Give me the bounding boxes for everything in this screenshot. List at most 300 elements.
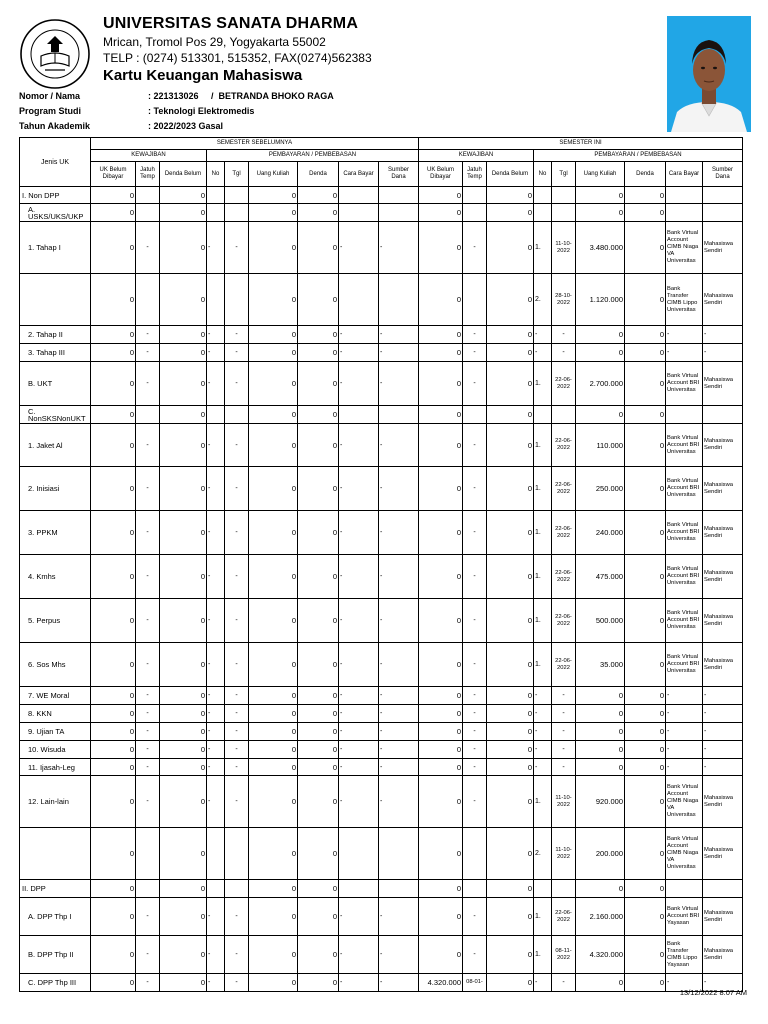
table-cell: 0: [298, 222, 339, 274]
table-cell: 0: [91, 511, 136, 555]
table-cell: 0: [160, 362, 207, 406]
table-cell: 0: [487, 204, 534, 222]
table-cell: [207, 406, 225, 424]
table-cell: 0: [625, 344, 666, 362]
table-row: [20, 828, 743, 880]
table-row: [20, 222, 743, 274]
table-cell: -: [379, 222, 419, 274]
table-cell: 0: [419, 687, 463, 705]
table-cell: 22-06-2022: [552, 898, 576, 936]
table-cell: Mahasiswa Sendiri: [703, 222, 743, 274]
table-cell: 0: [249, 187, 298, 204]
table-cell: -: [379, 555, 419, 599]
table-cell: [136, 187, 160, 204]
table-cell: 1.: [534, 511, 552, 555]
table-cell: 0: [91, 406, 136, 424]
table-cell: -: [463, 643, 487, 687]
row-label: 6. Sos Mhs: [20, 643, 91, 687]
table-cell: 0: [576, 705, 625, 723]
table-row: [20, 187, 743, 204]
table-cell: [463, 187, 487, 204]
table-cell: [534, 204, 552, 222]
table-cell: 1.: [534, 222, 552, 274]
table-cell: 0: [576, 187, 625, 204]
table-cell: 250.000: [576, 467, 625, 511]
table-cell: [225, 187, 249, 204]
table-cell: 0: [625, 599, 666, 643]
table-cell: 0: [91, 705, 136, 723]
table-cell: 0: [160, 599, 207, 643]
row-label: II. DPP: [20, 880, 91, 898]
table-cell: 2.: [534, 828, 552, 880]
table-cell: Mahasiswa Sendiri: [703, 362, 743, 406]
document-title: Kartu Keuangan Mahasiswa: [103, 67, 303, 84]
table-cell: [379, 274, 419, 326]
row-label: A. USKS/UKS/UKP: [20, 204, 91, 222]
table-cell: 0: [487, 974, 534, 992]
table-cell: 0: [576, 880, 625, 898]
table-cell: 0: [249, 880, 298, 898]
table-cell: [534, 880, 552, 898]
table-cell: 0: [625, 555, 666, 599]
table-cell: 1.: [534, 936, 552, 974]
table-cell: -: [339, 222, 379, 274]
table-cell: [703, 187, 743, 204]
table-cell: [225, 274, 249, 326]
table-cell: 0: [160, 687, 207, 705]
table-cell: [379, 406, 419, 424]
table-cell: -: [339, 599, 379, 643]
table-cell: [207, 204, 225, 222]
table-cell: -: [339, 467, 379, 511]
table-cell: 0: [91, 936, 136, 974]
table-cell: 0: [249, 362, 298, 406]
table-cell: -: [225, 741, 249, 759]
table-cell: -: [379, 467, 419, 511]
table-cell: [136, 880, 160, 898]
table-cell: 0: [298, 274, 339, 326]
table-cell: [379, 187, 419, 204]
table-cell: -: [207, 687, 225, 705]
table-cell: 2.700.000: [576, 362, 625, 406]
column-header: Denda Belum: [487, 162, 534, 187]
table-cell: -: [207, 344, 225, 362]
row-label: 8. KKN: [20, 705, 91, 723]
table-cell: 0: [625, 741, 666, 759]
table-cell: 0: [91, 204, 136, 222]
table-cell: 0: [419, 898, 463, 936]
table-cell: 0: [576, 344, 625, 362]
table-cell: -: [463, 741, 487, 759]
table-cell: -: [136, 974, 160, 992]
table-cell: 0: [249, 222, 298, 274]
table-cell: 0: [419, 187, 463, 204]
table-cell: -: [463, 898, 487, 936]
table-cell: 0: [91, 880, 136, 898]
column-header: Uang Kuliah: [249, 162, 298, 187]
table-cell: -: [136, 467, 160, 511]
table-cell: -: [225, 424, 249, 467]
table-row: [20, 687, 743, 705]
table-cell: -: [379, 936, 419, 974]
table-cell: 0: [298, 974, 339, 992]
university-address: Mrican, Tromol Pos 29, Yogyakarta 55002: [103, 35, 326, 49]
table-cell: -: [339, 974, 379, 992]
table-row: [20, 362, 743, 406]
table-cell: -: [207, 741, 225, 759]
table-cell: 0: [298, 828, 339, 880]
table-cell: -: [463, 555, 487, 599]
table-cell: 110.000: [576, 424, 625, 467]
table-cell: 0: [249, 974, 298, 992]
university-name: UNIVERSITAS SANATA DHARMA: [103, 15, 359, 32]
table-cell: -: [225, 776, 249, 828]
table-cell: 0: [249, 511, 298, 555]
table-cell: -: [666, 974, 703, 992]
table-cell: -: [703, 705, 743, 723]
table-cell: -: [207, 776, 225, 828]
table-cell: 0: [419, 741, 463, 759]
table-cell: 0: [298, 511, 339, 555]
table-cell: [534, 406, 552, 424]
row-label: 3. Tahap III: [20, 344, 91, 362]
table-cell: [136, 828, 160, 880]
table-cell: 0: [160, 643, 207, 687]
table-cell: 0: [91, 687, 136, 705]
row-label: 9. Ujian TA: [20, 723, 91, 741]
table-cell: 0: [419, 936, 463, 974]
table-cell: Bank Virtual Account BRI Yayasan: [666, 898, 703, 936]
table-cell: 0: [160, 424, 207, 467]
table-cell: [339, 204, 379, 222]
table-cell: 0: [625, 759, 666, 776]
table-cell: 0: [576, 406, 625, 424]
table-row: [20, 274, 743, 326]
table-cell: 0: [160, 898, 207, 936]
table-cell: -: [666, 759, 703, 776]
table-cell: -: [225, 643, 249, 687]
table-cell: 0: [625, 643, 666, 687]
table-cell: -: [463, 467, 487, 511]
table-cell: -: [207, 326, 225, 344]
column-header: UK Belum Dibayar: [419, 162, 463, 187]
table-cell: -: [339, 362, 379, 406]
table-cell: 0: [487, 362, 534, 406]
table-cell: -: [463, 511, 487, 555]
table-cell: 0: [298, 741, 339, 759]
university-phone: TELP : (0274) 513301, 515352, FAX(0274)562383: [103, 51, 372, 65]
table-cell: [552, 406, 576, 424]
table-cell: 0: [298, 776, 339, 828]
table-cell: Bank Virtual Account BRI Universitas: [666, 643, 703, 687]
table-cell: 0: [298, 424, 339, 467]
table-cell: -: [339, 511, 379, 555]
table-cell: 0: [487, 222, 534, 274]
table-cell: 0: [487, 828, 534, 880]
table-cell: -: [379, 723, 419, 741]
table-cell: 0: [91, 723, 136, 741]
table-cell: 0: [419, 828, 463, 880]
table-cell: Mahasiswa Sendiri: [703, 424, 743, 467]
table-cell: -: [552, 723, 576, 741]
table-cell: 0: [487, 555, 534, 599]
table-cell: [207, 828, 225, 880]
table-cell: [552, 187, 576, 204]
table-cell: 0: [625, 424, 666, 467]
table-cell: -: [207, 362, 225, 406]
table-cell: 1.: [534, 898, 552, 936]
table-cell: 0: [419, 406, 463, 424]
table-cell: -: [552, 687, 576, 705]
table-cell: 0: [91, 274, 136, 326]
column-header: Denda: [298, 162, 339, 187]
table-cell: Mahasiswa Sendiri: [703, 936, 743, 974]
row-label: C. NonSKSNonUKT: [20, 406, 91, 424]
table-cell: -: [552, 705, 576, 723]
table-cell: 0: [91, 187, 136, 204]
table-cell: -: [225, 362, 249, 406]
table-cell: 22-06-2022: [552, 555, 576, 599]
table-cell: 0: [487, 274, 534, 326]
table-cell: Mahasiswa Sendiri: [703, 898, 743, 936]
table-cell: 0: [419, 467, 463, 511]
column-header: No: [207, 162, 225, 187]
table-cell: -: [207, 936, 225, 974]
table-cell: 0: [419, 599, 463, 643]
table-cell: 1.: [534, 776, 552, 828]
column-header: No: [534, 162, 552, 187]
table-cell: -: [225, 511, 249, 555]
table-row: [20, 759, 743, 776]
table-cell: -: [225, 898, 249, 936]
table-cell: 0: [249, 759, 298, 776]
column-header: Sumber Dana: [379, 162, 419, 187]
table-row: [20, 898, 743, 936]
table-cell: -: [703, 687, 743, 705]
column-header: Denda: [625, 162, 666, 187]
table-cell: Bank Virtual Account BRI Universitas: [666, 511, 703, 555]
table-cell: -: [703, 974, 743, 992]
table-cell: 0: [625, 467, 666, 511]
table-cell: [703, 204, 743, 222]
table-cell: 0: [298, 467, 339, 511]
table-cell: 0: [419, 759, 463, 776]
table-cell: -: [463, 687, 487, 705]
table-cell: 0: [249, 204, 298, 222]
table-cell: 0: [419, 204, 463, 222]
table-cell: -: [136, 776, 160, 828]
row-label: A. DPP Thp I: [20, 898, 91, 936]
table-cell: 0: [298, 898, 339, 936]
table-cell: -: [379, 974, 419, 992]
table-cell: -: [703, 759, 743, 776]
table-cell: -: [379, 898, 419, 936]
table-cell: -: [534, 344, 552, 362]
table-cell: 0: [298, 362, 339, 406]
table-cell: -: [463, 599, 487, 643]
table-cell: 0: [576, 687, 625, 705]
table-cell: 0: [91, 555, 136, 599]
table-cell: [225, 880, 249, 898]
table-cell: -: [666, 705, 703, 723]
table-cell: -: [207, 599, 225, 643]
table-cell: 0: [91, 898, 136, 936]
table-cell: -: [136, 936, 160, 974]
table-cell: -: [207, 723, 225, 741]
table-cell: -: [225, 974, 249, 992]
table-cell: 0: [160, 326, 207, 344]
table-row: [20, 204, 743, 222]
header-pembayaran: PEMBAYARAN / PEMBEBASAN: [534, 150, 743, 162]
table-cell: 0: [160, 880, 207, 898]
table-cell: Bank Virtual Account CIMB Niaga VA Universitas: [666, 222, 703, 274]
table-cell: [339, 880, 379, 898]
table-cell: 0: [625, 828, 666, 880]
table-cell: 0: [487, 344, 534, 362]
table-cell: -: [225, 705, 249, 723]
table-cell: 0: [487, 776, 534, 828]
table-cell: 0: [625, 723, 666, 741]
table-cell: 2.: [534, 274, 552, 326]
table-cell: 0: [160, 406, 207, 424]
table-cell: 0: [91, 776, 136, 828]
table-cell: 0: [298, 406, 339, 424]
table-cell: 0: [249, 424, 298, 467]
table-cell: 0: [249, 406, 298, 424]
table-cell: 0: [487, 741, 534, 759]
table-cell: -: [463, 344, 487, 362]
table-cell: 0: [576, 759, 625, 776]
table-cell: 0: [249, 599, 298, 643]
table-row: [20, 723, 743, 741]
table-cell: 0: [160, 511, 207, 555]
table-cell: 0: [298, 599, 339, 643]
table-cell: -: [207, 705, 225, 723]
table-cell: -: [225, 326, 249, 344]
column-header: Denda Belum: [160, 162, 207, 187]
table-cell: 0: [576, 741, 625, 759]
table-cell: 0: [419, 274, 463, 326]
row-label: 5. Perpus: [20, 599, 91, 643]
table-cell: 0: [160, 776, 207, 828]
table-cell: -: [339, 424, 379, 467]
table-cell: 0: [249, 643, 298, 687]
table-cell: Bank Virtual Account BRI Universitas: [666, 424, 703, 467]
table-cell: -: [534, 687, 552, 705]
table-cell: -: [136, 687, 160, 705]
table-cell: 0: [298, 723, 339, 741]
table-cell: -: [339, 741, 379, 759]
table-cell: -: [225, 599, 249, 643]
table-cell: -: [463, 222, 487, 274]
table-cell: 0: [419, 643, 463, 687]
table-cell: 0: [487, 723, 534, 741]
table-row: [20, 643, 743, 687]
table-cell: -: [379, 776, 419, 828]
table-cell: [552, 204, 576, 222]
table-cell: -: [136, 723, 160, 741]
table-cell: 0: [160, 555, 207, 599]
table-cell: -: [379, 687, 419, 705]
table-cell: 0: [625, 406, 666, 424]
table-cell: 0: [249, 555, 298, 599]
student-photo: [667, 16, 751, 132]
row-label: I. Non DPP: [20, 187, 91, 204]
table-cell: 0: [160, 741, 207, 759]
table-cell: 0: [625, 936, 666, 974]
table-cell: -: [225, 723, 249, 741]
table-cell: -: [339, 759, 379, 776]
table-cell: -: [136, 344, 160, 362]
table-cell: -: [339, 643, 379, 687]
table-cell: -: [379, 511, 419, 555]
table-cell: 0: [487, 936, 534, 974]
table-cell: 0: [160, 204, 207, 222]
table-cell: 22-06-2022: [552, 467, 576, 511]
table-cell: -: [225, 936, 249, 974]
table-cell: 22-06-2022: [552, 424, 576, 467]
table-cell: 0: [249, 344, 298, 362]
table-cell: [339, 828, 379, 880]
table-cell: [666, 406, 703, 424]
row-label: 11. Ijasah-Leg: [20, 759, 91, 776]
row-label: [20, 828, 91, 880]
table-cell: 0: [298, 880, 339, 898]
table-cell: -: [534, 974, 552, 992]
table-cell: 0: [91, 974, 136, 992]
table-cell: 0: [419, 424, 463, 467]
table-cell: -: [552, 344, 576, 362]
table-cell: -: [225, 467, 249, 511]
document-header: [0, 0, 768, 135]
table-row: [20, 974, 743, 992]
table-cell: 0: [160, 723, 207, 741]
table-cell: 0: [298, 204, 339, 222]
column-header: Tgl: [552, 162, 576, 187]
finance-table: [19, 137, 743, 992]
nomor-nama-label: Nomor / Nama: [19, 91, 81, 101]
table-cell: 0: [487, 643, 534, 687]
table-cell: -: [339, 326, 379, 344]
table-cell: -: [225, 222, 249, 274]
table-cell: 0: [160, 222, 207, 274]
table-cell: 0: [160, 187, 207, 204]
table-cell: -: [339, 705, 379, 723]
table-cell: 0: [419, 511, 463, 555]
table-cell: 4.320.000: [576, 936, 625, 974]
table-cell: 35.000: [576, 643, 625, 687]
table-cell: 0: [487, 687, 534, 705]
table-cell: 0: [91, 424, 136, 467]
table-cell: 0: [298, 936, 339, 974]
table-cell: -: [534, 759, 552, 776]
table-row: [20, 467, 743, 511]
header-jenis-uk: Jenis UK: [20, 138, 91, 187]
table-cell: -: [136, 741, 160, 759]
table-cell: [136, 274, 160, 326]
table-cell: 0: [160, 936, 207, 974]
table-cell: [463, 204, 487, 222]
table-row: [20, 344, 743, 362]
table-cell: -: [379, 362, 419, 406]
table-cell: [463, 880, 487, 898]
table-cell: -: [136, 362, 160, 406]
table-cell: Bank Virtual Account BRI Universitas: [666, 555, 703, 599]
table-cell: Mahasiswa Sendiri: [703, 828, 743, 880]
nomor-nama-value: : 221313026 / BETRANDA BHOKO RAGA: [148, 91, 334, 101]
table-cell: [703, 880, 743, 898]
table-cell: 0: [576, 974, 625, 992]
